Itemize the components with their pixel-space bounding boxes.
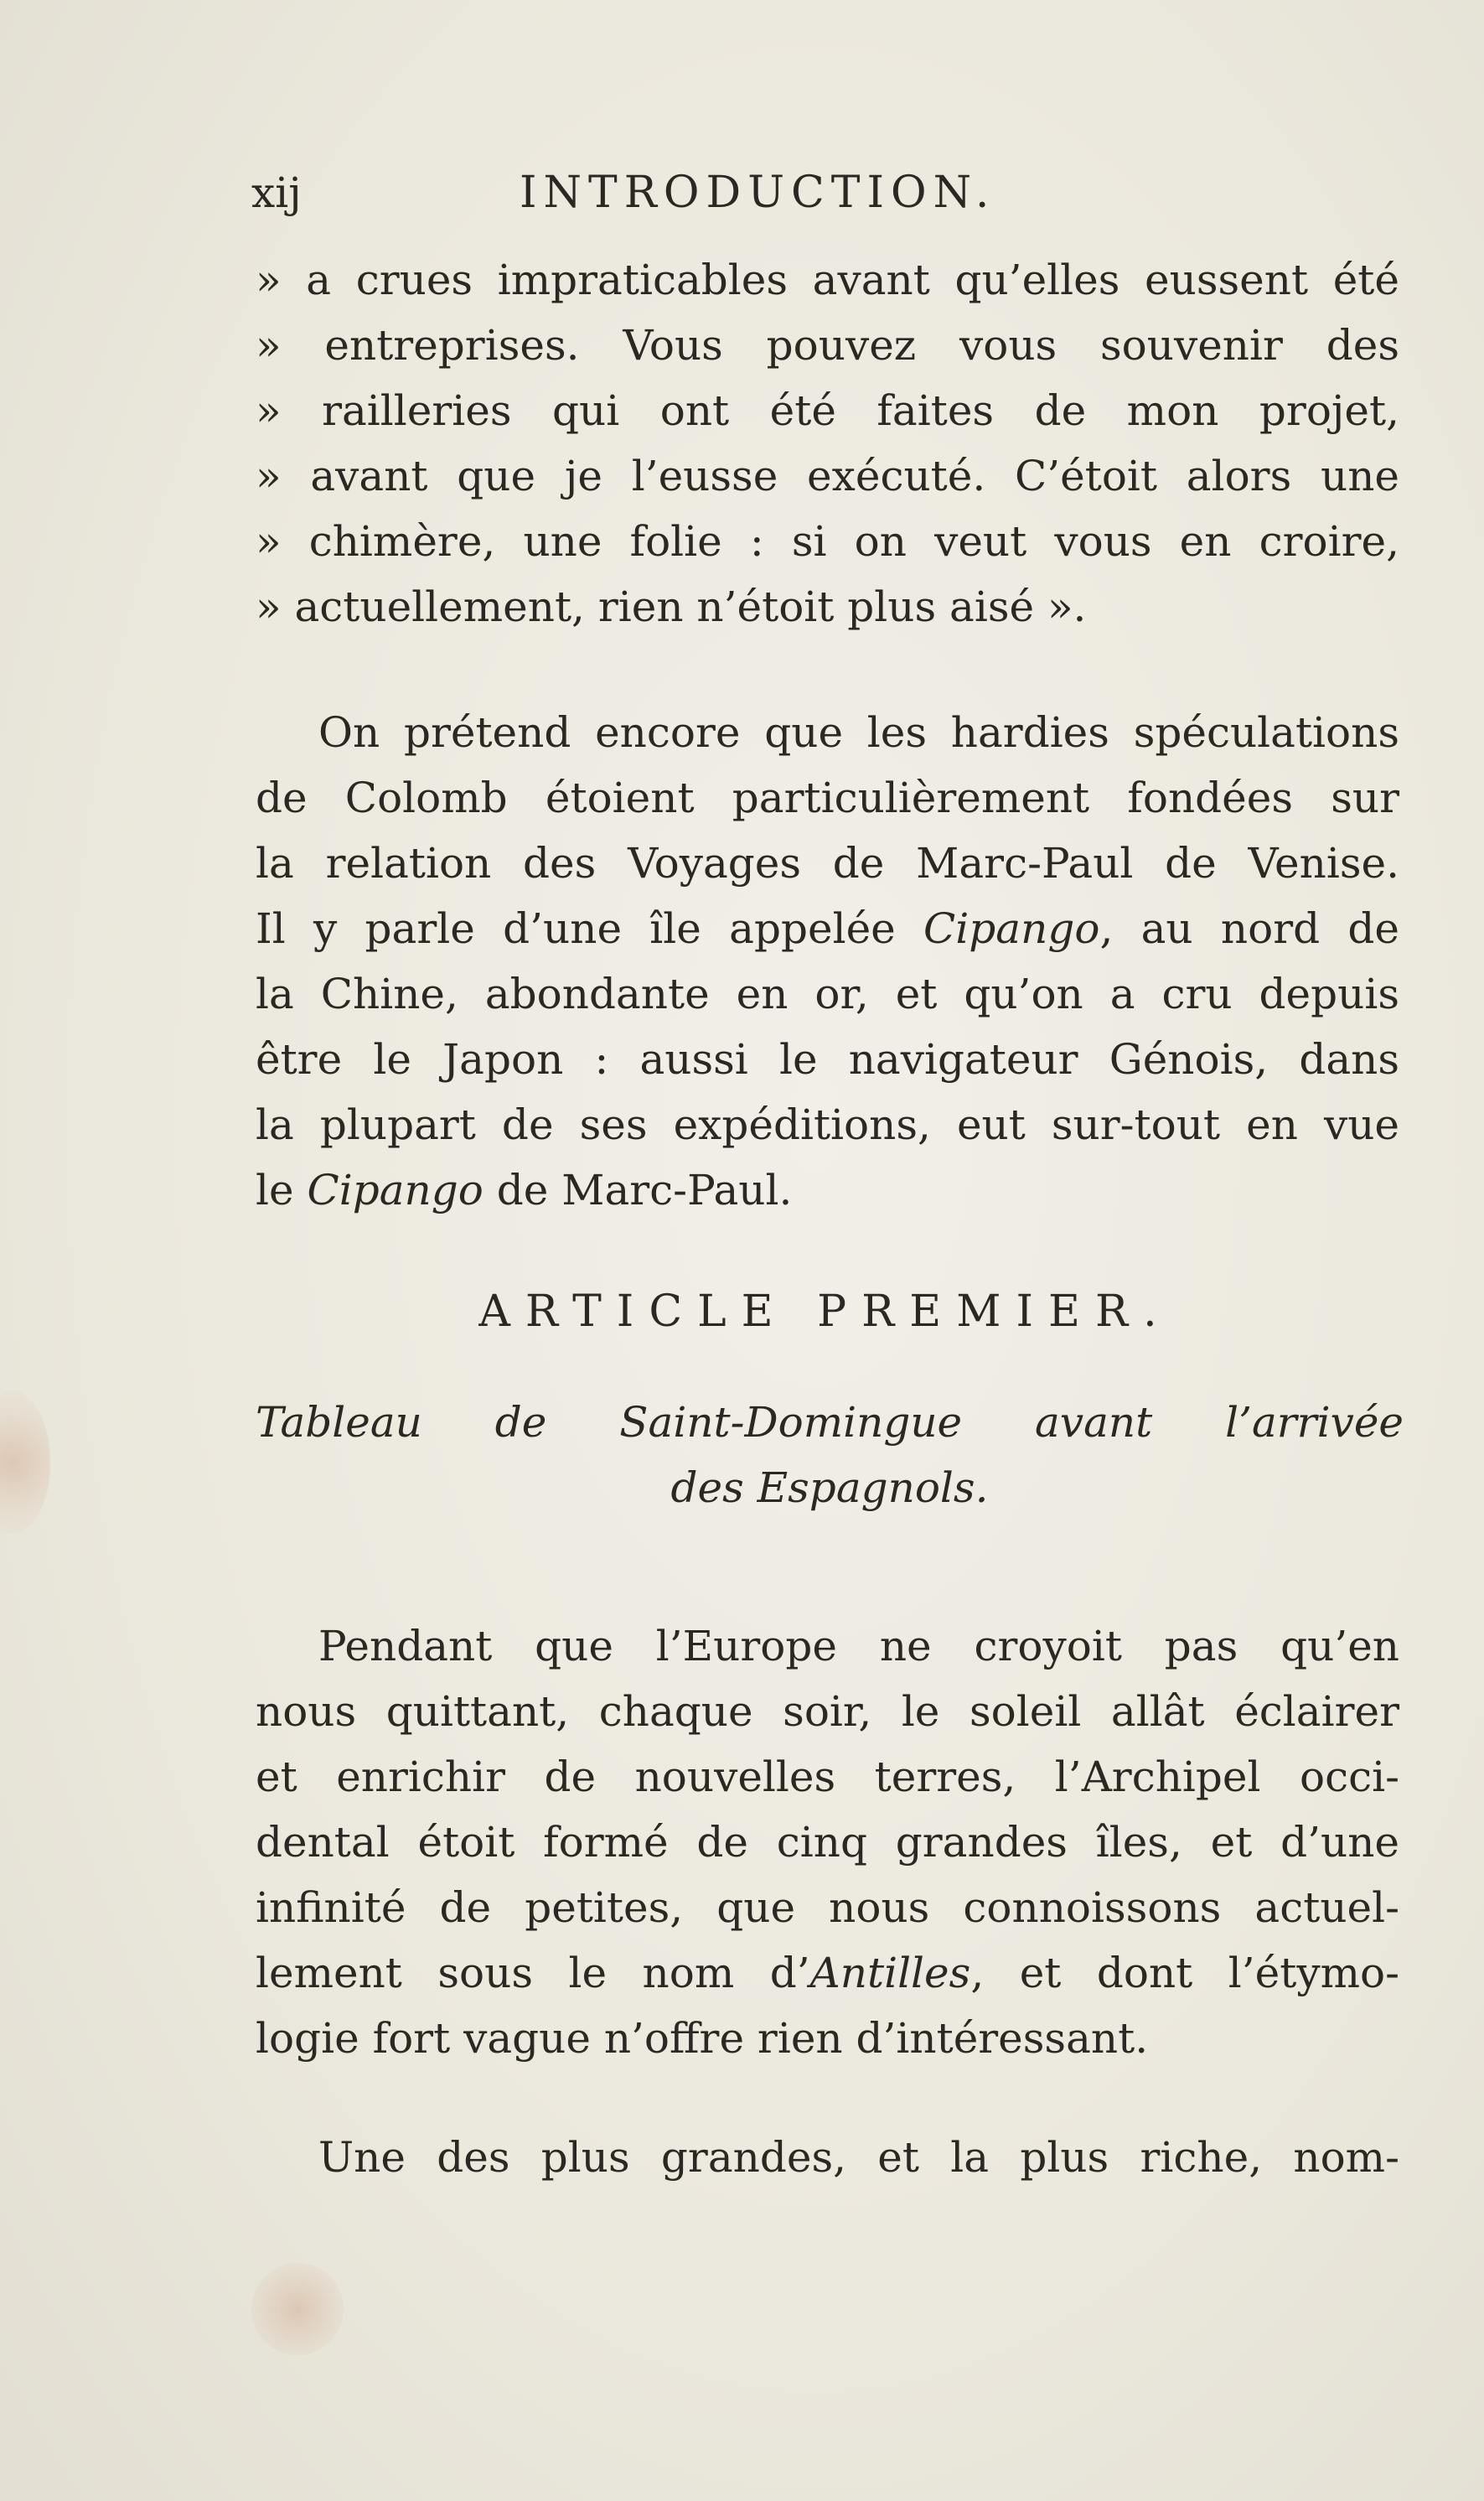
line-text: le [256, 1166, 308, 1214]
subheading-line: Tableau de Saint-Domingue avant l’arrivée [256, 1398, 1404, 1447]
paragraph-line: nous quittant, chaque soir, le soleil allât éclairer [256, 1687, 1399, 1736]
page-stain-bottom [251, 2263, 344, 2355]
quote-line: » avant que je l’eusse exécuté. C’étoit alors une [256, 452, 1399, 500]
line-text: , et dont l’étymo- [970, 1949, 1399, 1997]
subheading-line: des Espagnols. [670, 1463, 989, 1512]
paragraph-line: logie fort vague n’offre rien d’intéressant. [256, 2014, 1149, 2063]
quote-block [256, 247, 1399, 639]
paragraph-line: la Chine, abondante en or, et qu’on a cru depuis [256, 970, 1399, 1018]
quote-line: » railleries qui ont été faites de mon projet, [256, 386, 1399, 435]
italic-place-name: Cipango [307, 1166, 483, 1214]
quote-line: » chimère, une folie : si on veut vous en croire, [256, 517, 1399, 566]
article-subheading [256, 1390, 1404, 1520]
quote-line: » a crues impraticables avant qu’elles eussent été [256, 256, 1399, 304]
paragraph-line: de Colomb étoient particulièrement fondées sur [256, 774, 1399, 822]
paragraph-line: être le Japon : aussi le navigateur Génois, dans [256, 1035, 1399, 1084]
article-heading: ARTICLE PREMIER. [478, 1287, 1172, 1337]
paragraph-line: infinité de petites, que nous connoissons actuel- [256, 1883, 1399, 1932]
paragraph-line: la relation des Voyages de Marc-Paul de Venise. [256, 839, 1399, 888]
paragraph-line: dental étoit formé de cinq grandes îles, et d’une [256, 1818, 1399, 1867]
line-text: lement sous le nom d’ [256, 1949, 810, 1997]
line-text: Il y parle d’une île appelée [256, 904, 924, 953]
page-number: xij [251, 168, 302, 217]
paragraph-line: la plupart de ses expéditions, eut sur-tout en vue [256, 1100, 1399, 1149]
quote-line: » entreprises. Vous pouvez vous souvenir des [256, 321, 1399, 370]
paragraph-archipel [256, 1613, 1399, 2071]
paragraph-line [256, 896, 1399, 961]
line-text: , au nord de [1099, 904, 1399, 953]
paragraph-cipango [256, 700, 1399, 1223]
paragraph-line [256, 1940, 1399, 2006]
paragraph-line: Une des plus grandes, et la plus riche, nom- [318, 2133, 1399, 2182]
paragraph-une-des-plus [256, 2125, 1399, 2190]
paragraph-line: Pendant que l’Europe ne croyoit pas qu’en [318, 1622, 1399, 1670]
paragraph-line: et enrichir de nouvelles terres, l’Archipel occi- [256, 1753, 1399, 1801]
italic-place-name: Cipango [923, 904, 1100, 953]
page-stain-left [0, 1391, 50, 1534]
paragraph-line: On prétend encore que les hardies spéculations [318, 708, 1399, 757]
italic-place-name: Antilles [809, 1949, 971, 1997]
paragraph-line [256, 1157, 1399, 1223]
page-header [251, 159, 1408, 226]
running-title: INTRODUCTION. [520, 168, 996, 218]
line-text: de Marc-Paul. [483, 1166, 793, 1214]
quote-line: » actuellement, rien n’étoit plus aisé ». [256, 583, 1087, 631]
